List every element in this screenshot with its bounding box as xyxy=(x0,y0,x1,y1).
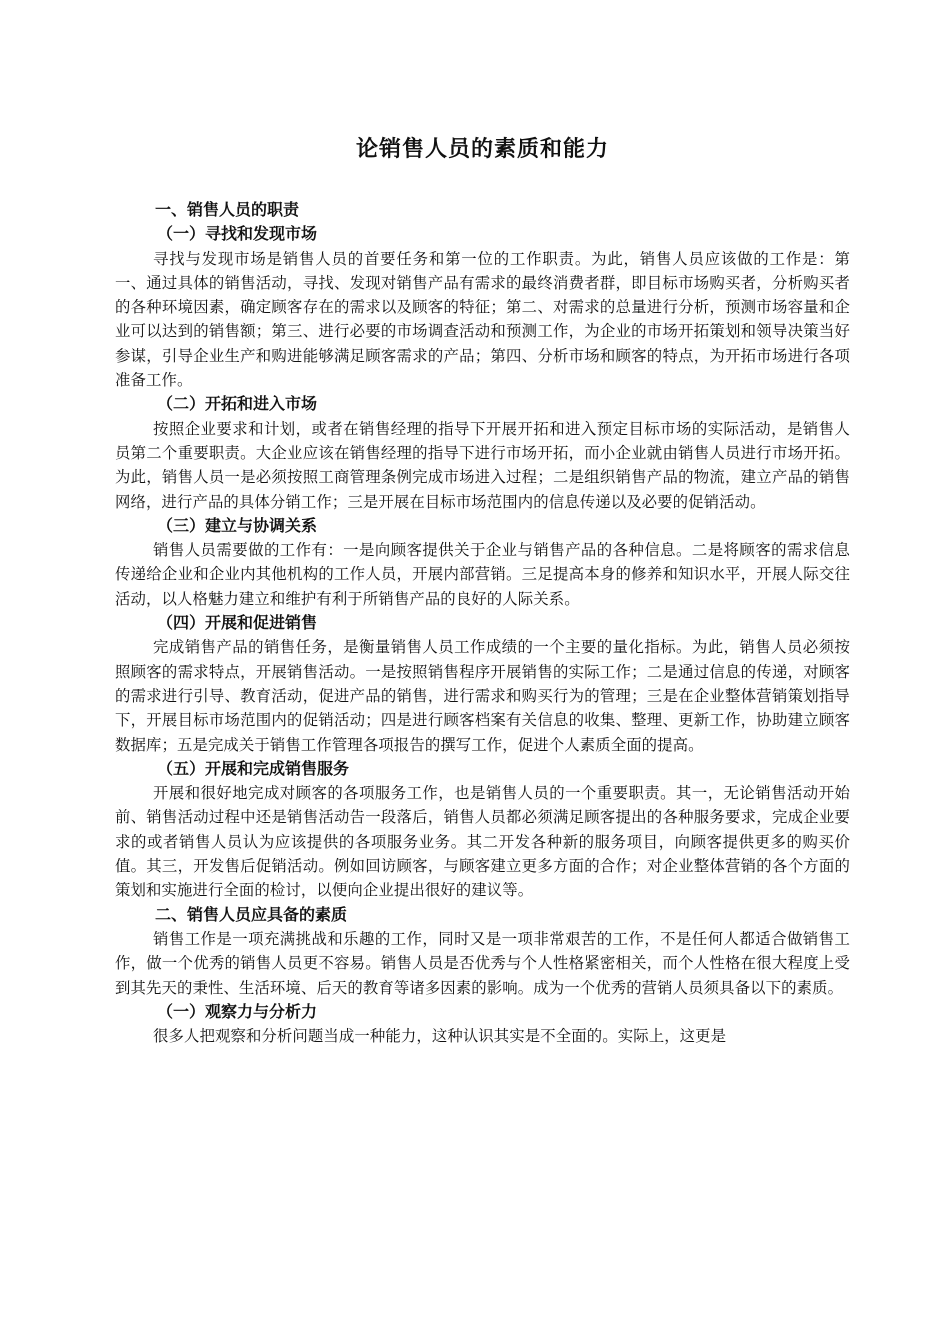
paragraph: 开展和很好地完成对顾客的各项服务工作，也是销售人员的一个重要职责。其一，无论销售活动开始前、销售活动过程中还是销售活动告一段落后，销售人员都必须满足顾客提出的各种服务要求，完成企业要求的或者销售人员认为应该提供的各项服务业务。其二开发各种新的服务项目，向顾客提供更多的购买价值。其三，开发售后促销活动。例如回访顾客，与顾客建立更多方面的合作；对企业整体营销的各个方面的策划和实施进行全面的检讨，以便向企业提出很好的建议等。 xyxy=(115,784,850,900)
section-heading: 一、销售人员的职责 xyxy=(155,200,300,219)
subsection-heading: （一）观察力与分析力 xyxy=(157,1001,318,1021)
subsection-heading: （二）开拓和进入市场 xyxy=(157,394,318,414)
subsection-heading: （一）寻找和发现市场 xyxy=(157,224,318,244)
paragraph: 很多人把观察和分析问题当成一种能力，这种认识其实是不全面的。实际上，这更是 xyxy=(153,1027,727,1046)
paragraph: 销售人员需要做的工作有：一是向顾客提供关于企业与销售产品的各种信息。二是将顾客的需求信息传递给企业和企业内其他机构的工作人员，开展内部营销。三足提高本身的修养和知识水平，开展人际交往活动，以人格魅力建立和维护有利于所销售产品的良好的人际关系。 xyxy=(115,541,850,608)
paragraph: 完成销售产品的销售任务，是衡量销售人员工作成绩的一个主要的量化指标。为此，销售人员必须按照顾客的需求特点，开展销售活动。一是按照销售程序开展销售的实际工作；二是通过信息的传递，对顾客的需求进行引导、教育活动，促进产品的销售，进行需求和购买行为的管理；三是在企业整体营销策划指导下，开展目标市场范围内的促销活动；四是进行顾客档案有关信息的收集、整理、更新工作，协助建立顾客数据库；五是完成关于销售工作管理各项报告的撰写工作，促进个人素质全面的提高。 xyxy=(115,638,850,754)
section-heading: 二、销售人员应具备的素质 xyxy=(155,904,348,924)
paragraph: 寻找与发现市场是销售人员的首要任务和第一位的工作职责。为此，销售人员应该做的工作是：第一、通过具体的销售活动，寻找、发现对销售产品有需求的最终消费者群，即目标市场购买者，分析购买者的各种环境因素，确定顾客存在的需求以及顾客的特征；第二、对需求的总量进行分析，预测市场容量和企业可以达到的销售额；第三、进行必要的市场调查活动和预测工作，为企业的市场开拓策划和领导决策当好参谋，引导企业生产和购进能够满足顾客需求的产品；第四、分析市场和顾客的特点，为开拓市场进行各项准备工作。 xyxy=(115,249,850,390)
subsection-heading: （三）建立与协调关系 xyxy=(157,515,318,535)
subsection-heading: （四）开展和促进销售 xyxy=(157,613,318,633)
paragraph: 销售工作是一项充满挑战和乐趣的工作，同时又是一项非常艰苦的工作，不是任何人都适合做销售工作，做一个优秀的销售人员更不容易。销售人员是否优秀与个人性格紧密相关，而个人性格在很大程度上受到其先天的秉性、生活环境、后天的教育等诸多因素的影响。成为一个优秀的营销人员须具备以下的素质。 xyxy=(115,929,850,997)
document-page xyxy=(115,130,850,1048)
document-title: 论销售人员的素质和能力 xyxy=(355,137,609,162)
subsection-heading: （五）开展和完成销售服务 xyxy=(157,758,350,778)
paragraph: 按照企业要求和计划，或者在销售经理的指导下开展开拓和进入预定目标市场的实际活动，是销售人员第二个重要职责。大企业应该在销售经理的指导下进行市场开拓，而小企业就由销售人员进行市场开拓。为此，销售人员一是必须按照工商管理条例完成市场进入过程；二是组织销售产品的物流，建立产品的销售网络，进行产品的具体分销工作；三是开展在目标市场范围内的信息传递以及必要的促销活动。 xyxy=(115,419,850,511)
